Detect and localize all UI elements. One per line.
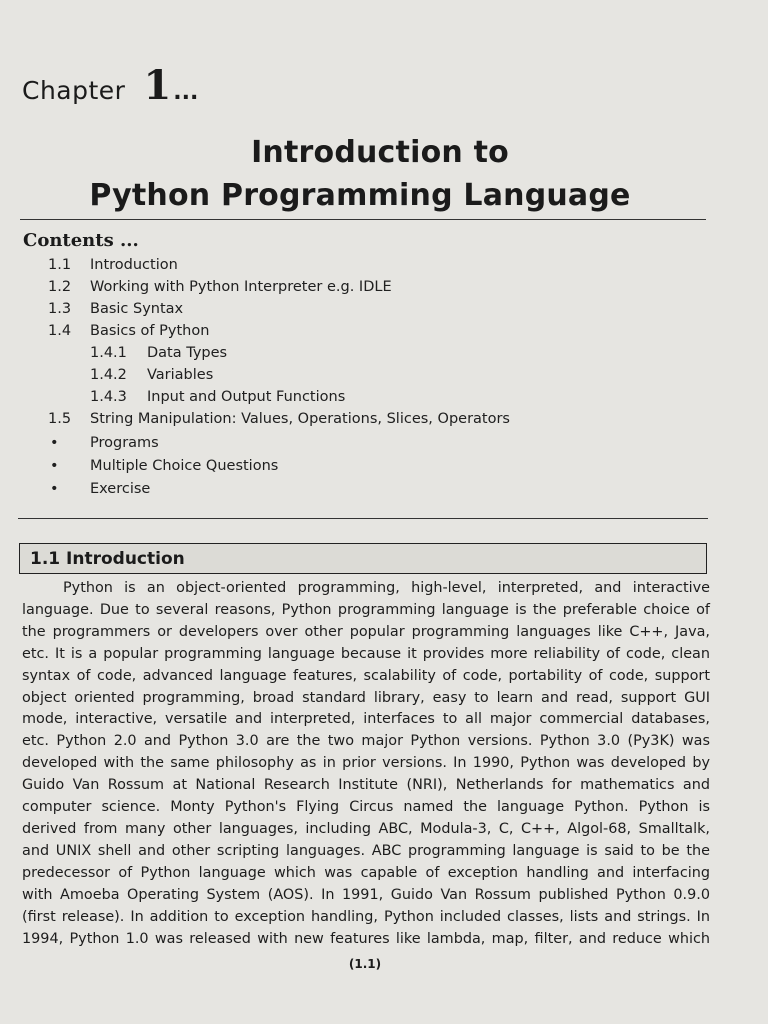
text-line: etc. It is a popular programming language because it provides more reliability of code, clean [22,645,710,662]
toc-item-number: 1.1 [48,257,72,273]
text-line: with Amoeba Operating System (AOS). In 1991, Guido Van Rossum published Python 0.9.0 [22,886,710,903]
toc-item-number: 1.4 [48,323,72,339]
text-line: Guido Van Rossum at National Research Institute (NRI), Netherlands for mathematics and [22,777,710,794]
toc-item-text: Data Types [147,345,228,361]
chapter-label [22,62,198,109]
text-line: syntax of code, advanced language features, scalability of code, portability of code, support [22,667,710,684]
toc-item-text: Basic Syntax [90,301,184,317]
toc-item-text: String Manipulation: Values, Operations, Slices, Operators [90,411,510,427]
toc-item-number: 1.3 [48,301,72,317]
bullet-icon: • [50,435,59,451]
text-line: the programmers or developers over other popular programming languages like C++, Java, [22,623,710,640]
toc-item-text: Introduction [90,257,178,273]
bullet-icon: • [50,481,59,497]
section-heading-box [19,543,707,574]
text-line: (first release). In addition to exception handling, Python included classes, lists and strings. In [22,908,710,925]
chapter-dots: ... [173,80,199,105]
text-line: object oriented programming, broad standard library, easy to learn and read, support GUI [22,689,710,706]
toc-item-number: 1.4.1 [90,345,127,361]
toc-item-number: 1.2 [48,279,72,295]
chapter-number: 1 [143,62,172,109]
toc-item-number: 1.4.3 [90,389,127,405]
toc-item-number: 1.5 [48,411,72,427]
title-rule [20,219,706,220]
text-line: Python is an object-oriented programming, high-level, interpreted, and interactive [63,580,710,596]
bullet-icon: • [50,458,59,474]
toc-item-number: 1.4.2 [90,367,127,383]
contents-heading: Contents ... [23,230,139,251]
toc-item-text: Basics of Python [90,323,210,339]
text-line: developed with the same philosophy as in prior versions. In 1990, Python was developed by [22,755,710,772]
toc-item-text: Variables [147,367,214,383]
toc-item-text: Exercise [90,481,151,497]
toc-item-text: Working with Python Interpreter e.g. IDLE [90,279,392,295]
text-line: language. Due to several reasons, Python programming language is the preferable choice of [22,601,710,618]
text-line: 1994, Python 1.0 was released with new features like lambda, map, filter, and reduce which [22,930,710,947]
text-line: mode, interactive, versatile and interpreted, interfaces to all major commercial databases, [22,711,710,728]
text-line: derived from many other languages, including ABC, Modula-3, C, C++, Algol-68, Smalltalk, [22,820,710,837]
toc-item-text: Input and Output Functions [147,389,346,405]
text-line: predecessor of Python language which was capable of exception handling and interfacing [22,864,710,881]
toc-item-text: Programs [90,435,159,451]
chapter-title-line-1: Introduction to [251,135,509,170]
section-body [22,578,710,950]
text-line: etc. Python 2.0 and Python 3.0 are the two major Python versions. Python 3.0 (Py3K) was [22,733,710,750]
text-line: computer science. Monty Python's Flying Circus named the language Python. Python is [22,799,710,816]
section-heading: 1.1 Introduction [30,549,185,569]
page-number: (1.1) [348,957,382,971]
contents-rule [18,518,708,519]
chapter-title-line-2: Python Programming Language [89,178,631,213]
text-line: and UNIX shell and other scripting languages. ABC programming language is said to be the [22,842,710,859]
toc-item-text: Multiple Choice Questions [90,458,279,474]
chapter-word: Chapter [22,76,126,105]
